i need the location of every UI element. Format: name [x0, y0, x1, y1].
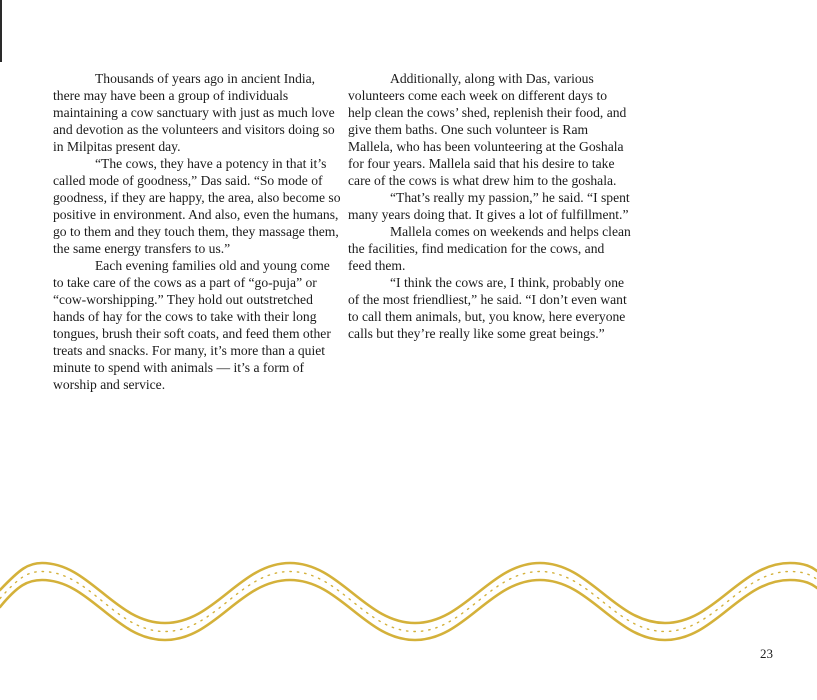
paragraph: Each evening families old and young come to take care of the cows as a part of “go-puja” or “cow-worshipping.” They hold out outstretched hands of hay for the cows to take with their long tongues, brush their soft coats, and feed them other treats and snacks. For many, it’s more than a quiet minute to spend with animals — it’s a form of worship and service.: [53, 258, 331, 392]
rope-outline-top: [0, 563, 817, 623]
paragraph: “The cows, they have a potency in that it’s called mode of goodness,” Das said. “So mode of goodness, if they are happy, the area, also become so positive in environment. And also, even the humans, go to them and they touch them, they massage them, the same energy transfers to us.”: [53, 156, 341, 256]
paragraph: “That’s really my passion,” he said. “I spent many years doing that. It gives a lot of fulfillment.”: [348, 190, 630, 222]
article-column-left: [53, 70, 341, 393]
paragraph: Additionally, along with Das, various volunteers come each week on different days to help clean the cows’ shed, replenish their food, and give them baths. One such volunteer is Ram Mallela, who has been volunteering at the Goshala for four years. Mallela said that his desire to take care of the cows is what drew him to the goshala.: [348, 71, 627, 188]
paragraph: “I think the cows are, I think, probably one of the most friendliest,” he said. “I don’t even want to call them animals, but, you know, here everyone calls but they’re really like some great beings.”: [348, 275, 627, 341]
article-column-right: [348, 70, 631, 342]
paragraph: Mallela comes on weekends and helps clean the facilities, find medication for the cows, and feed them.: [348, 224, 631, 273]
page-number: 23: [760, 646, 773, 661]
page-edge-line: [0, 0, 2, 62]
paragraph: Thousands of years ago in ancient India, there may have been a group of individuals maintaining a cow sanctuary with just as much love and devotion as the volunteers and visitors doing so in Milpitas present day.: [53, 71, 335, 154]
rope-wave-decoration: [0, 535, 817, 645]
